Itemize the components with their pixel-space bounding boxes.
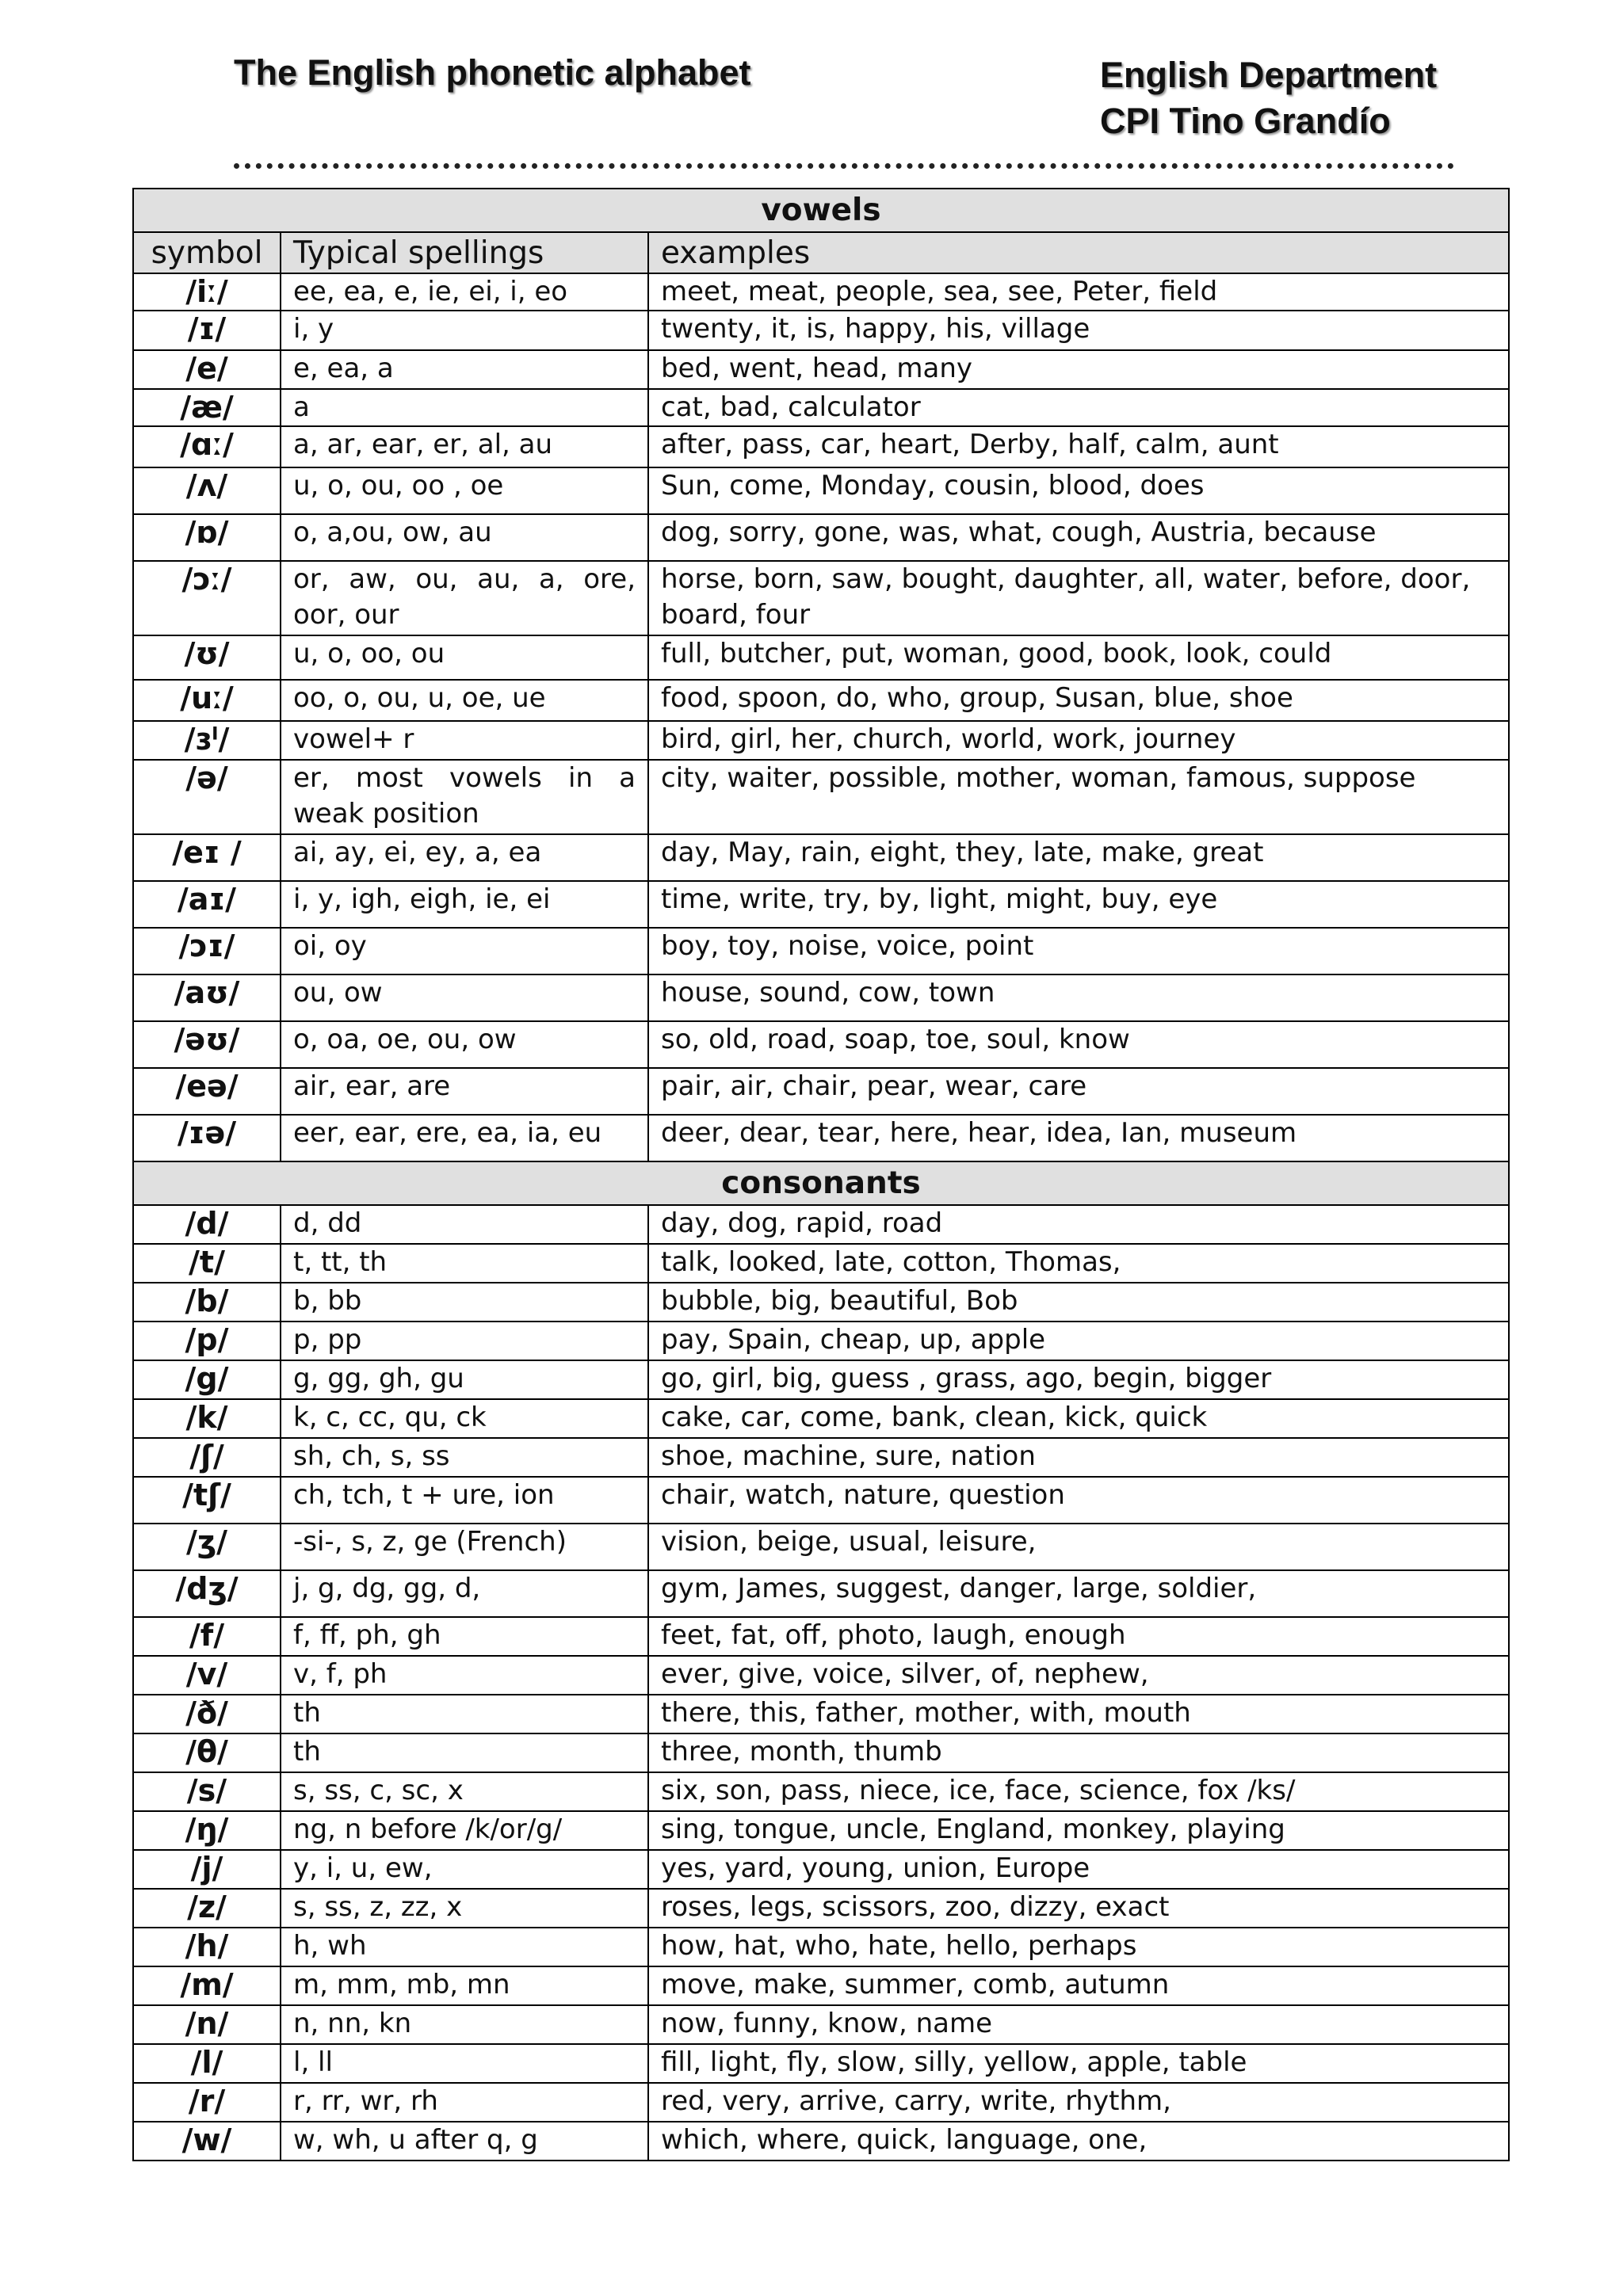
vowel-row	[133, 881, 1509, 928]
typical-spellings: s, ss, z, zz, x	[281, 1889, 648, 1928]
vowel-row	[133, 561, 1509, 635]
vowel-row	[133, 1115, 1509, 1161]
example-words: feet, fat, off, photo, laugh, enough	[648, 1617, 1509, 1656]
vowel-row	[133, 311, 1509, 350]
example-words: fill, light, fly, slow, silly, yellow, apple, table	[648, 2044, 1509, 2083]
phoneme-symbol: /ʌ/	[133, 467, 281, 514]
typical-spellings: m, mm, mb, mn	[281, 1966, 648, 2005]
example-words: food, spoon, do, who, group, Susan, blue, shoe	[648, 680, 1509, 721]
example-words: day, dog, rapid, road	[648, 1205, 1509, 1244]
department-heading	[1100, 52, 1437, 144]
typical-spellings: l, ll	[281, 2044, 648, 2083]
typical-spellings: e, ea, a	[281, 350, 648, 389]
example-words: house, sound, cow, town	[648, 974, 1509, 1021]
phoneme-symbol: /ʃ/	[133, 1438, 281, 1477]
vowel-row	[133, 350, 1509, 389]
phoneme-symbol: /s/	[133, 1772, 281, 1811]
consonants-section-header	[133, 1161, 1509, 1205]
typical-spellings: s, ss, c, sc, x	[281, 1772, 648, 1811]
phoneme-symbol: /aʊ/	[133, 974, 281, 1021]
consonant-row	[133, 1695, 1509, 1733]
phoneme-symbol: /f/	[133, 1617, 281, 1656]
consonant-row	[133, 2122, 1509, 2161]
page-title: The English phonetic alphabet	[234, 52, 751, 93]
typical-spellings: i, y	[281, 311, 648, 350]
example-words: full, butcher, put, woman, good, book, look, could	[648, 635, 1509, 680]
consonant-row	[133, 1205, 1509, 1244]
example-words: day, May, rain, eight, they, late, make, great	[648, 834, 1509, 881]
consonant-row	[133, 2083, 1509, 2122]
example-words: vision, beige, usual, leisure,	[648, 1524, 1509, 1570]
typical-spellings: i, y, igh, eigh, ie, ei	[281, 881, 648, 928]
vowel-row	[133, 514, 1509, 561]
example-words: how, hat, who, hate, hello, perhaps	[648, 1928, 1509, 1966]
example-words: six, son, pass, niece, ice, face, science, fox /ks/	[648, 1772, 1509, 1811]
typical-spellings: sh, ch, s, ss	[281, 1438, 648, 1477]
typical-spellings: a, ar, ear, er, al, au	[281, 426, 648, 467]
column-header-examples: examples	[648, 232, 1509, 273]
vowel-row	[133, 273, 1509, 311]
consonant-row	[133, 1617, 1509, 1656]
consonant-row	[133, 1244, 1509, 1283]
vowel-row	[133, 1021, 1509, 1068]
phoneme-symbol: /e/	[133, 350, 281, 389]
phoneme-symbol: /l/	[133, 2044, 281, 2083]
example-words: which, where, quick, language, one,	[648, 2122, 1509, 2161]
typical-spellings: k, c, cc, qu, ck	[281, 1399, 648, 1438]
phoneme-symbol: /ɪə/	[133, 1115, 281, 1161]
phonetic-table	[132, 188, 1510, 2161]
vowel-row	[133, 721, 1509, 760]
typical-spellings: -si-, s, z, ge (French)	[281, 1524, 648, 1570]
phoneme-symbol: /uː/	[133, 680, 281, 721]
example-words: go, girl, big, guess , grass, ago, begin, bigger	[648, 1360, 1509, 1399]
typical-spellings: er, most vowels in a weak position	[281, 760, 648, 834]
phoneme-symbol: /æ/	[133, 389, 281, 426]
phoneme-symbol: /ɒ/	[133, 514, 281, 561]
phoneme-symbol: /ɜˡ/	[133, 721, 281, 760]
consonant-row	[133, 1524, 1509, 1570]
example-words: time, write, try, by, light, might, buy, eye	[648, 881, 1509, 928]
consonant-row	[133, 1399, 1509, 1438]
phoneme-symbol: /m/	[133, 1966, 281, 2005]
phoneme-symbol: /ʊ/	[133, 635, 281, 680]
example-words: sing, tongue, uncle, England, monkey, playing	[648, 1811, 1509, 1850]
consonant-row	[133, 1889, 1509, 1928]
vowel-row	[133, 928, 1509, 974]
phoneme-symbol: /ɔɪ/	[133, 928, 281, 974]
typical-spellings: oi, oy	[281, 928, 648, 974]
example-words: pair, air, chair, pear, wear, care	[648, 1068, 1509, 1115]
example-words: there, this, father, mother, with, mouth	[648, 1695, 1509, 1733]
consonant-row	[133, 1811, 1509, 1850]
vowel-row	[133, 426, 1509, 467]
vowel-row	[133, 974, 1509, 1021]
phoneme-symbol: /ŋ/	[133, 1811, 281, 1850]
example-words: red, very, arrive, carry, write, rhythm,	[648, 2083, 1509, 2122]
example-words: move, make, summer, comb, autumn	[648, 1966, 1509, 2005]
consonants-title: consonants	[133, 1161, 1509, 1205]
example-words: deer, dear, tear, here, hear, idea, Ian, museum	[648, 1115, 1509, 1161]
consonant-row	[133, 1360, 1509, 1399]
vowel-row	[133, 389, 1509, 426]
phoneme-symbol: /g/	[133, 1360, 281, 1399]
example-words: shoe, machine, sure, nation	[648, 1438, 1509, 1477]
consonant-row	[133, 1322, 1509, 1360]
consonant-row	[133, 2005, 1509, 2044]
example-words: chair, watch, nature, question	[648, 1477, 1509, 1524]
vowel-row	[133, 635, 1509, 680]
phoneme-symbol: /əʊ/	[133, 1021, 281, 1068]
typical-spellings: w, wh, u after q, g	[281, 2122, 648, 2161]
phoneme-symbol: /n/	[133, 2005, 281, 2044]
consonant-row	[133, 2044, 1509, 2083]
consonant-row	[133, 1438, 1509, 1477]
phoneme-symbol: /ð/	[133, 1695, 281, 1733]
phoneme-symbol: /ɔː/	[133, 561, 281, 635]
example-words: talk, looked, late, cotton, Thomas,	[648, 1244, 1509, 1283]
vowel-row	[133, 1068, 1509, 1115]
typical-spellings: n, nn, kn	[281, 2005, 648, 2044]
example-words: twenty, it, is, happy, his, village	[648, 311, 1509, 350]
example-words: city, waiter, possible, mother, woman, famous, suppose	[648, 760, 1509, 834]
phoneme-symbol: /ɑː/	[133, 426, 281, 467]
example-words: so, old, road, soap, toe, soul, know	[648, 1021, 1509, 1068]
example-words: dog, sorry, gone, was, what, cough, Austria, because	[648, 514, 1509, 561]
typical-spellings: o, a,ou, ow, au	[281, 514, 648, 561]
phoneme-symbol: /z/	[133, 1889, 281, 1928]
phoneme-symbol: /tʃ/	[133, 1477, 281, 1524]
consonant-row	[133, 1656, 1509, 1695]
typical-spellings: g, gg, gh, gu	[281, 1360, 648, 1399]
vowels-section-header	[133, 189, 1509, 232]
typical-spellings: a	[281, 389, 648, 426]
example-words: bubble, big, beautiful, Bob	[648, 1283, 1509, 1322]
phoneme-symbol: /dʒ/	[133, 1570, 281, 1617]
consonant-row	[133, 1966, 1509, 2005]
typical-spellings: eer, ear, ere, ea, ia, eu	[281, 1115, 648, 1161]
consonant-row	[133, 1570, 1509, 1617]
consonant-row	[133, 1733, 1509, 1772]
phoneme-symbol: /θ/	[133, 1733, 281, 1772]
example-words: yes, yard, young, union, Europe	[648, 1850, 1509, 1889]
typical-spellings: r, rr, wr, rh	[281, 2083, 648, 2122]
typical-spellings: vowel+ r	[281, 721, 648, 760]
consonant-row	[133, 1928, 1509, 1966]
phoneme-symbol: /w/	[133, 2122, 281, 2161]
school-line: CPI Tino Grandío	[1100, 101, 1391, 141]
example-words: gym, James, suggest, danger, large, soldier,	[648, 1570, 1509, 1617]
vowel-row	[133, 467, 1509, 514]
vowel-row	[133, 760, 1509, 834]
example-words: bird, girl, her, church, world, work, journey	[648, 721, 1509, 760]
phoneme-symbol: /ə/	[133, 760, 281, 834]
phoneme-symbol: /t/	[133, 1244, 281, 1283]
phoneme-symbol: /h/	[133, 1928, 281, 1966]
typical-spellings: ch, tch, t + ure, ion	[281, 1477, 648, 1524]
example-words: Sun, come, Monday, cousin, blood, does	[648, 467, 1509, 514]
vowels-title: vowels	[133, 189, 1509, 232]
example-words: cat, bad, calculator	[648, 389, 1509, 426]
typical-spellings: th	[281, 1695, 648, 1733]
typical-spellings: or, aw, ou, au, a, ore, oor, our	[281, 561, 648, 635]
phoneme-symbol: /ɪ/	[133, 311, 281, 350]
typical-spellings: o, oa, oe, ou, ow	[281, 1021, 648, 1068]
example-words: ever, give, voice, silver, of, nephew,	[648, 1656, 1509, 1695]
typical-spellings: u, o, ou, oo , oe	[281, 467, 648, 514]
vowel-row	[133, 680, 1509, 721]
typical-spellings: b, bb	[281, 1283, 648, 1322]
phoneme-symbol: /aɪ/	[133, 881, 281, 928]
typical-spellings: v, f, ph	[281, 1656, 648, 1695]
phoneme-symbol: /d/	[133, 1205, 281, 1244]
consonant-row	[133, 1772, 1509, 1811]
phoneme-symbol: /ʒ/	[133, 1524, 281, 1570]
example-words: after, pass, car, heart, Derby, half, calm, aunt	[648, 426, 1509, 467]
phoneme-symbol: /r/	[133, 2083, 281, 2122]
example-words: bed, went, head, many	[648, 350, 1509, 389]
typical-spellings: h, wh	[281, 1928, 648, 1966]
typical-spellings: y, i, u, ew,	[281, 1850, 648, 1889]
phoneme-symbol: /j/	[133, 1850, 281, 1889]
phoneme-symbol: /p/	[133, 1322, 281, 1360]
example-words: horse, born, saw, bought, daughter, all, water, before, door, board, four	[648, 561, 1509, 635]
typical-spellings: ou, ow	[281, 974, 648, 1021]
typical-spellings: oo, o, ou, u, oe, ue	[281, 680, 648, 721]
typical-spellings: t, tt, th	[281, 1244, 648, 1283]
phoneme-symbol: /b/	[133, 1283, 281, 1322]
example-words: now, funny, know, name	[648, 2005, 1509, 2044]
typical-spellings: p, pp	[281, 1322, 648, 1360]
vowel-row	[133, 834, 1509, 881]
typical-spellings: air, ear, are	[281, 1068, 648, 1115]
typical-spellings: u, o, oo, ou	[281, 635, 648, 680]
typical-spellings: j, g, dg, gg, d,	[281, 1570, 648, 1617]
example-words: three, month, thumb	[648, 1733, 1509, 1772]
typical-spellings: d, dd	[281, 1205, 648, 1244]
consonant-row	[133, 1283, 1509, 1322]
phoneme-symbol: /v/	[133, 1656, 281, 1695]
column-header-symbol: symbol	[133, 232, 281, 273]
phoneme-symbol: /iː/	[133, 273, 281, 311]
department-line: English Department	[1100, 55, 1438, 95]
consonant-row	[133, 1477, 1509, 1524]
example-words: cake, car, come, bank, clean, kick, quick	[648, 1399, 1509, 1438]
column-header-spellings: Typical spellings	[281, 232, 648, 273]
column-header-row	[133, 232, 1509, 273]
example-words: pay, Spain, cheap, up, apple	[648, 1322, 1509, 1360]
phoneme-symbol: /k/	[133, 1399, 281, 1438]
dotted-divider	[234, 163, 1454, 169]
example-words: roses, legs, scissors, zoo, dizzy, exact	[648, 1889, 1509, 1928]
typical-spellings: ng, n before /k/or/g/	[281, 1811, 648, 1850]
typical-spellings: ai, ay, ei, ey, a, ea	[281, 834, 648, 881]
example-words: meet, meat, people, sea, see, Peter, field	[648, 273, 1509, 311]
example-words: boy, toy, noise, voice, point	[648, 928, 1509, 974]
phoneme-symbol: /eɪ /	[133, 834, 281, 881]
typical-spellings: th	[281, 1733, 648, 1772]
phoneme-symbol: /eə/	[133, 1068, 281, 1115]
typical-spellings: ee, ea, e, ie, ei, i, eo	[281, 273, 648, 311]
consonant-row	[133, 1850, 1509, 1889]
typical-spellings: f, ff, ph, gh	[281, 1617, 648, 1656]
